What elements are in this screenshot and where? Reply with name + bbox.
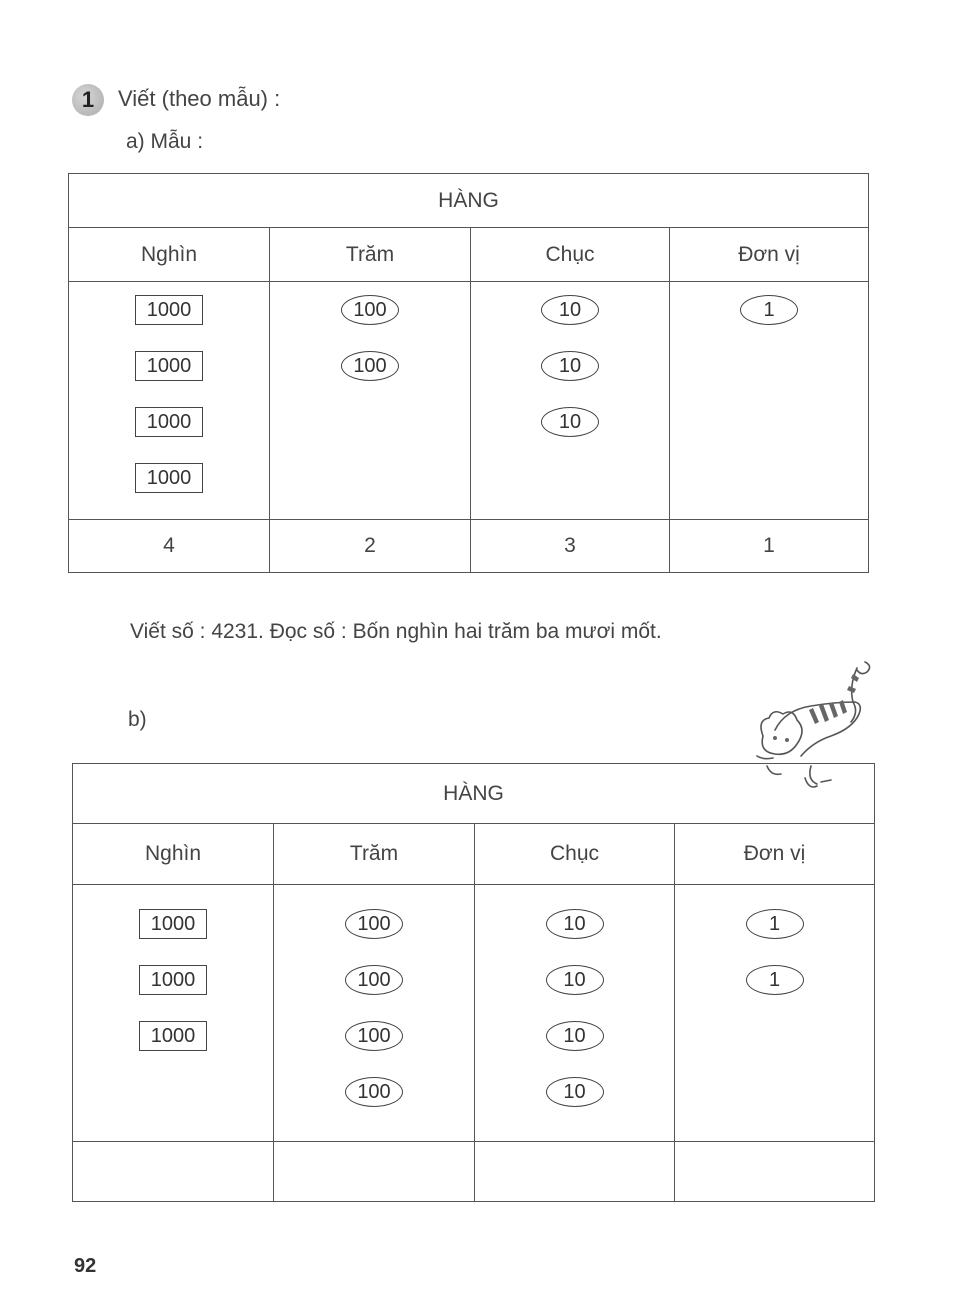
value-token: 10 [541,295,599,325]
value-token: 100 [345,1077,403,1107]
place-value-table-b [72,763,875,1202]
table-b-col-tens: Chục [475,824,675,885]
value-token: 100 [345,965,403,995]
table-a-hundreds-cell [270,282,471,520]
value-token: 10 [546,1077,604,1107]
table-a-thousands-cell [69,282,270,520]
table-b-answer-tens[interactable] [475,1142,675,1202]
table-b-tens-stack [475,885,674,1133]
table-b-col-thousands: Nghìn [73,824,274,885]
table-a-ones-cell [670,282,869,520]
table-a-col-ones: Đơn vị [670,228,869,282]
thousand-card: 1000 [139,965,207,995]
part-b-label: b) [128,708,147,731]
value-token: 10 [546,1021,604,1051]
place-value-table-a [68,173,869,573]
table-a-value-ones: 1 [670,520,869,573]
value-token: 1 [746,909,804,939]
page-number: 92 [74,1255,97,1277]
value-token: 10 [546,909,604,939]
value-token: 10 [541,407,599,437]
thousand-card: 1000 [139,1021,207,1051]
value-token: 100 [341,295,399,325]
table-b-ones-cell [675,885,875,1142]
thousand-card: 1000 [135,351,203,381]
table-b-thousands-cell [73,885,274,1142]
table-a-hundreds-stack [270,282,470,407]
table-a-col-hundreds: Trăm [270,228,471,282]
thousand-card: 1000 [135,463,203,493]
thousand-card: 1000 [135,407,203,437]
value-token: 10 [546,965,604,995]
table-b-answer-thousands[interactable] [73,1142,274,1202]
table-a-thousands-stack [69,282,269,519]
table-b-col-hundreds: Trăm [274,824,475,885]
table-a-value-hundreds: 2 [270,520,471,573]
value-token: 1 [740,295,798,325]
table-a-value-tens: 3 [471,520,670,573]
table-b-col-ones: Đơn vị [675,824,875,885]
table-b-thousands-stack [73,885,273,1077]
table-b-tens-cell [475,885,675,1142]
table-b-ones-stack [675,885,874,1021]
thousand-card: 1000 [135,295,203,325]
exercise-instruction: Viết (theo mẫu) : [118,86,281,111]
table-a-col-tens: Chục [471,228,670,282]
part-a-label: a) Mẫu : [126,130,204,153]
table-b-hundreds-stack [274,885,474,1133]
thousand-card: 1000 [139,909,207,939]
table-b-header: HÀNG [73,764,875,824]
table-b-answer-hundreds[interactable] [274,1142,475,1202]
table-b-hundreds-cell [274,885,475,1142]
table-a-col-thousands: Nghìn [69,228,270,282]
table-b-answer-ones[interactable] [675,1142,875,1202]
table-a-ones-stack [670,282,868,351]
value-token: 100 [345,1021,403,1051]
table-a-tens-stack [471,282,669,463]
value-token: 100 [341,351,399,381]
exercise-number-badge: 1 [72,84,104,116]
table-a-header: HÀNG [69,174,869,228]
example-sentence: Viết số : 4231. Đọc số : Bốn nghìn hai trăm ba mươi mốt. [130,620,662,643]
table-a-tens-cell [471,282,670,520]
value-token: 10 [541,351,599,381]
table-a-value-thousands: 4 [69,520,270,573]
value-token: 1 [746,965,804,995]
value-token: 100 [345,909,403,939]
